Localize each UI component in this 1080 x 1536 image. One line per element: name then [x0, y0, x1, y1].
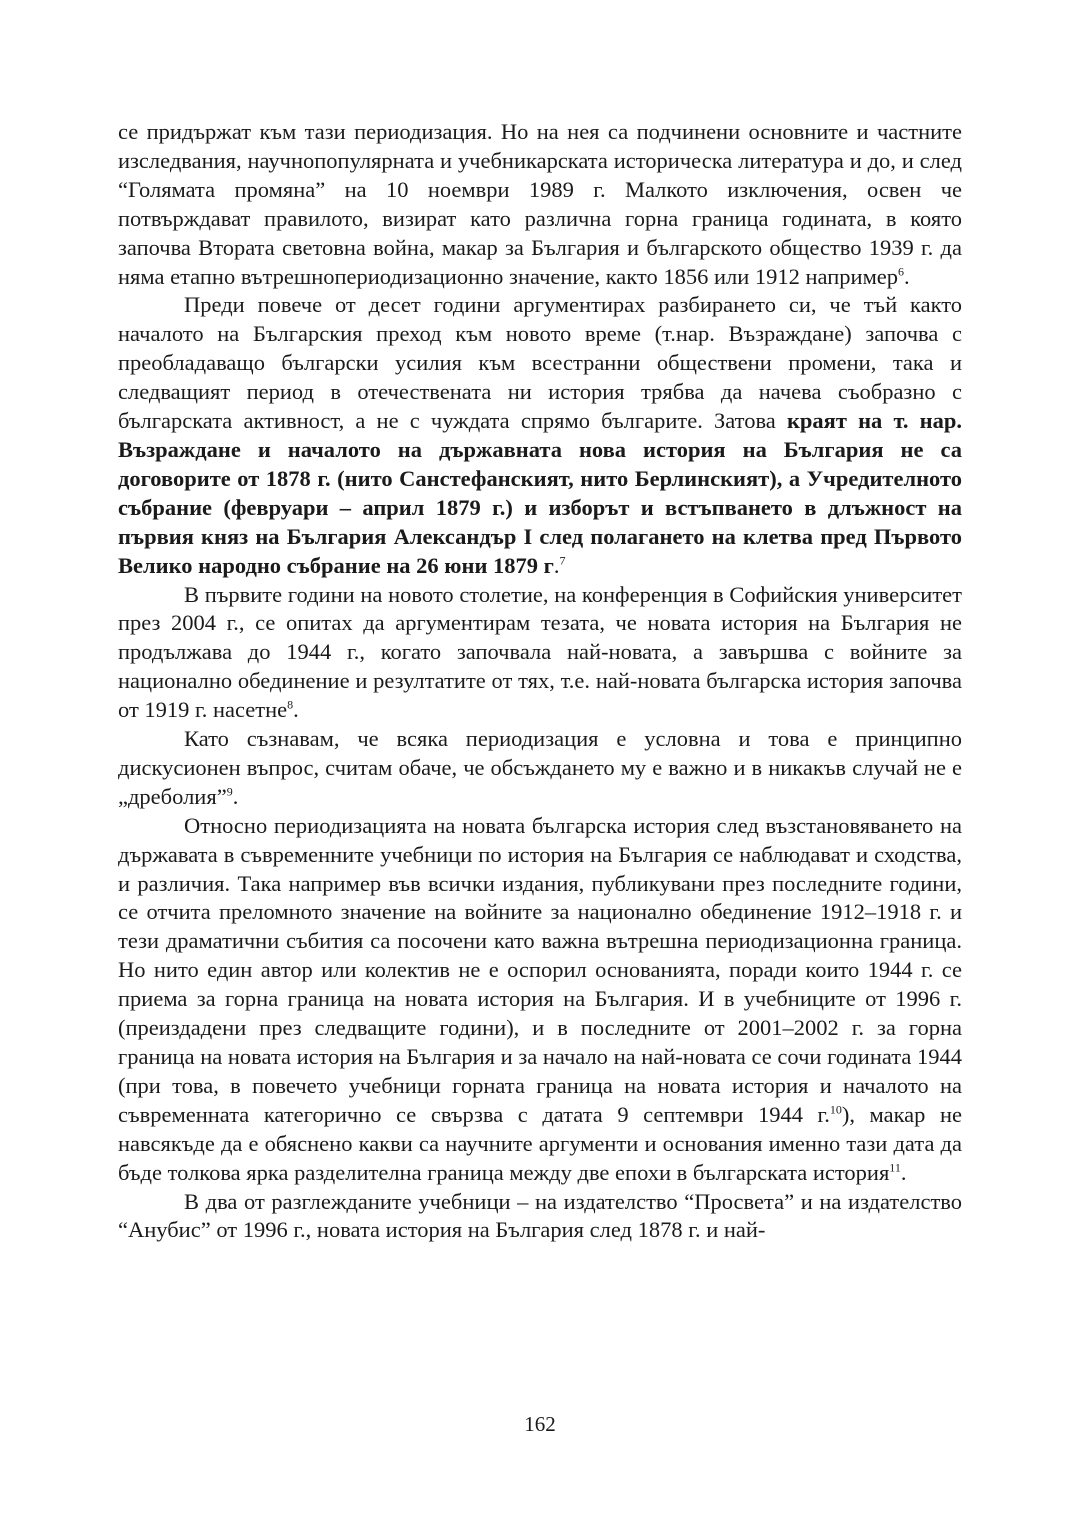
paragraph-text: Относно периодизацията на новата българска история след възстановяването на държавата в съвременните учебници по история на България се наблюдават и сходства, и различия. Така например във всички издания, публикувани през последните години, се отчита преломното значение на войните за национално обединение 1912–1918 г. и тези драматични събития са посочени като важна вътрешна периодизационна граница. Но нито един автор или колектив не е оспорил основанията, поради които 1944 г. се приема за горна граница на новата история на България. И в учебниците от 1996 г. (преиздадени през следващите години), и в последните от 2001–2002 г. за горна граница на новата история на България и за начало на най-новата се сочи годината 1944 (при това, в повечето учебници горната граница на новата история и началото на съвременната категорично се свързва с датата 9 септември 1944 г.	[118, 812, 962, 1127]
footnote-ref-9[interactable]: 9	[226, 784, 233, 799]
footnote-ref-6[interactable]: 6	[898, 264, 905, 279]
paragraph-4	[118, 725, 962, 812]
paragraph-text: .	[900, 1159, 907, 1185]
paragraph-6	[118, 1188, 962, 1246]
paragraph-text: ), макар не навсякъде да е обяснено какви са научните аргументи и основания именно тази дата да бъде толкова ярка разделителна граница между две епохи в българската история	[118, 1101, 962, 1185]
page-body	[118, 118, 962, 1245]
paragraph-1	[118, 118, 962, 291]
footnote-ref-7[interactable]: 7	[559, 553, 566, 568]
footnote-ref-11[interactable]: 11	[889, 1160, 901, 1175]
paragraph-text: се придържат към тази периодизация. Но на нея са подчинени основните и частните изследвания, научнопопулярната и учебникарската историческа литература и до, и след “Голямата промяна” на 10 ноември 1989 г. Малкото изключения, освен че потвърждават правилото, визират като различна горна граница годината, в която започва Втората световна война, макар за България и българското общество 1939 г. да няма етапно вътрешнопериодизационно значение, както 1856 или 1912 например	[118, 119, 962, 289]
footnote-ref-10[interactable]: 10	[829, 1102, 842, 1117]
paragraph-text: .	[904, 263, 910, 289]
bold-emphasis: краят на т. нар. Възраждане и началото на държавната нова история на България не са договорите от 1878 г. (нито Санстефанският, нито Берлинският), а Учредителното събрание (февруари – април 1879 г.) и изборът и встъпването в длъжност на първия княз на България Александър I след полагането на клетва пред Първото Велико народно събрание на 26 юни 1879 г	[118, 408, 962, 578]
paragraph-text: Преди повече от десет години аргументирах разбирането си, че тъй както началото на Българския преход към новото време (т.нар. Възраждане) започва с преобладаващо български усилия към всестранни обществени промени, така и следващият период в отечествената ни история трябва да начева съобразно с българската активност, а не с чуждата спрямо българите. Затова	[118, 292, 962, 434]
paragraph-2	[118, 291, 962, 580]
page-number: 162	[524, 1412, 556, 1436]
paragraph-text: В първите години на новото столетие, на конференция в Софийския университет през 2004 г., се опитах да аргументирам тезата, че новата история на България не продължава до 1944 г., когато започвала най-новата, а завършва с войните за национално обединение и резултатите от тях, т.е. най-новата българска история започва от 1919 г. насетне	[118, 581, 962, 723]
paragraph-text: .	[293, 697, 299, 723]
paragraph-text: .	[553, 552, 560, 578]
paragraph-text: Като съзнавам, че всяка периодизация е условна и това е принципно дискусионен въпрос, считам обаче, че обсъждането му е важно и в никакъв случай не е „дреболия”	[118, 726, 962, 809]
footnote-ref-8[interactable]: 8	[287, 697, 294, 712]
paragraph-3	[118, 581, 962, 726]
paragraph-text: В два от разглежданите учебници – на издателство “Просвета” и на издателство “Анубис” от 1996 г., новата история на България след 1878 г. и най-	[118, 1188, 962, 1243]
paragraph-5	[118, 812, 962, 1188]
paragraph-text: .	[232, 783, 239, 809]
